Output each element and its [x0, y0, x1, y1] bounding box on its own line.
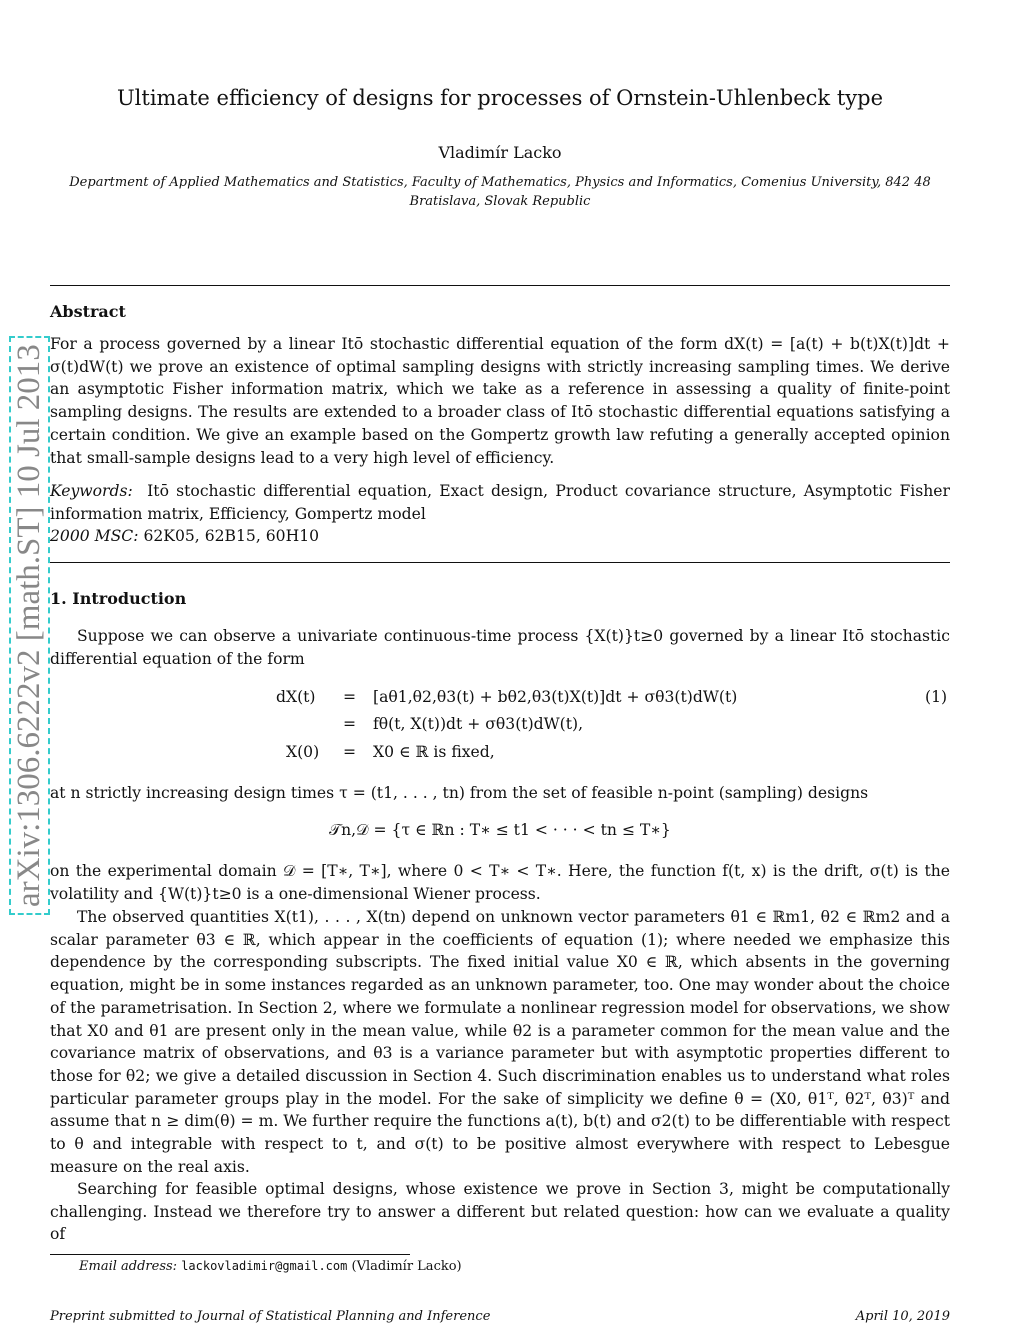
section-heading: 1. Introduction: [50, 589, 187, 608]
arxiv-stamp[interactable]: arXiv:1306.6222v2 [math.ST] 10 Jul 2013: [9, 336, 50, 915]
keywords-label: Keywords:: [50, 482, 133, 500]
paper-title: Ultimate efficiency of designs for processes of Ornstein-Uhlenbeck type: [116, 86, 884, 110]
eq-line3-lhs: X(0): [286, 743, 320, 761]
preprint-note: Preprint submitted to Journal of Statistical Planning and Inference: [50, 1309, 491, 1324]
eq-line1-lhs: dX(t): [276, 688, 316, 706]
abstract-text: For a process governed by a linear Itō stochastic differential equation of the form dX(t) = [a(t) + b(t)X(t)]dt + σ(t)dW(t) we prove an existence of optimal sampling designs with strictly increasing sampling times. We derive an asymptotic Fisher information matrix, which we take as a reference in assessing a quality of finite-point sampling designs. The results are extended to a broader class of Itō stochastic differential equations satisfying a certain condition. We give an example based on the Gompertz growth law refuting a generally accepted opinion that small-sample designs lead to a very high level of efficiency.: [50, 335, 950, 467]
eq-line1-rhs: [aθ1,θ2,θ3(t) + bθ2,θ3(t)X(t)]dt + σθ3(t)dW(t): [373, 688, 738, 706]
eq-line1-sign: =: [343, 688, 357, 706]
affiliation: Department of Applied Mathematics and Statistics, Faculty of Mathematics, Physics and Informatics, Comenius University, 842 48 Bratislava, Slovak Republic: [69, 175, 931, 209]
eq-line2-sign: =: [343, 715, 357, 733]
keywords-text: Itō stochastic differential equation, Exact design, Product covariance structure, Asymptotic Fisher information matrix, Efficiency, Gompertz model: [50, 482, 950, 523]
footnote-rule: [50, 1254, 410, 1255]
msc-text: 62K05, 62B15, 60H10: [143, 527, 320, 545]
eq-line3-rhs: X0 ∈ ℝ is fixed,: [373, 743, 495, 761]
footnote: [79, 1259, 462, 1274]
eq-line3-sign: =: [343, 743, 357, 761]
abstract-heading: Abstract: [50, 302, 126, 321]
intro-paragraph-4: The observed quantities X(t1), . . . , X(tn) depend on unknown vector parameters θ1 ∈ ℝm1, θ2 ∈ ℝm2 and a scalar parameter θ3 ∈ ℝ, which appear in the coefficients of equation (1); where needed we emphasize this dependence by the corresponding subscripts. The fixed initial value X0 ∈ ℝ, which absents in the governing equation, might be in some instances regarded as an unknown parameter, too. One may wonder about the choice of the parametrisation. In Section 2, where we formulate a nonlinear regression model for observations, we show that X0 and θ1 are present only in the mean value, while θ2 is a parameter common for the mean value and the covariance matrix of observations, and θ3 is a variance parameter but with asymptotic properties different to those for θ2; we give a detailed discussion in Section 4. Such discrimination enables us to understand what roles particular parameter groups play in the model. For the sake of simplicity we define θ = (X0, θ1ᵀ, θ2ᵀ, θ3)ᵀ and assume that n ≥ dim(θ) = m. We further require the functions a(t), b(t) and σ2(t) to be differentiable with respect to θ and integrable with respect to t, and σ(t) to be positive almost everywhere with respect to Lebesgue measure on the real axis.: [50, 908, 950, 1176]
keywords: [50, 480, 950, 525]
abstract-bottom-rule: [50, 562, 950, 563]
footnote-label: Email address:: [79, 1259, 178, 1274]
msc: [50, 525, 950, 548]
intro-paragraph-5: Searching for feasible optimal designs, whose existence we prove in Section 3, might be computationally challenging. Instead we therefore try to answer a different but related question: how can we evaluate a quality of: [50, 1180, 950, 1244]
abstract-top-rule: [50, 285, 950, 286]
intro-paragraph-3: on the experimental domain 𝒟 = [T∗, T∗], where 0 < T∗ < T∗. Here, the function f(t, x) is the drift, σ(t) is the volatility and {W(t)}t≥0 is a one-dimensional Wiener process.: [50, 862, 950, 903]
preprint-date: April 10, 2019: [855, 1309, 950, 1324]
footnote-email-link[interactable]: lackovladimir@gmail.com: [181, 1259, 348, 1273]
footnote-name: (Vladimír Lacko): [351, 1259, 462, 1274]
msc-label: 2000 MSC:: [50, 527, 139, 545]
eq-line2-rhs: fθ(t, X(t))dt + σθ3(t)dW(t),: [373, 715, 584, 733]
author-name: Vladimír Lacko: [438, 143, 562, 162]
equation-number: (1): [925, 688, 948, 706]
intro-paragraph-1: Suppose we can observe a univariate continuous-time process {X(t)}t≥0 governed by a linear Itō stochastic differential equation of the form: [50, 627, 950, 668]
design-set-equation: 𝒯n,𝒟 = {τ ∈ ℝn : T∗ ≤ t1 < · · · < tn ≤ T∗}: [329, 821, 671, 839]
intro-paragraph-2: at n strictly increasing design times τ = (t1, . . . , tn) from the set of feasible n-point (sampling) designs: [50, 784, 869, 802]
